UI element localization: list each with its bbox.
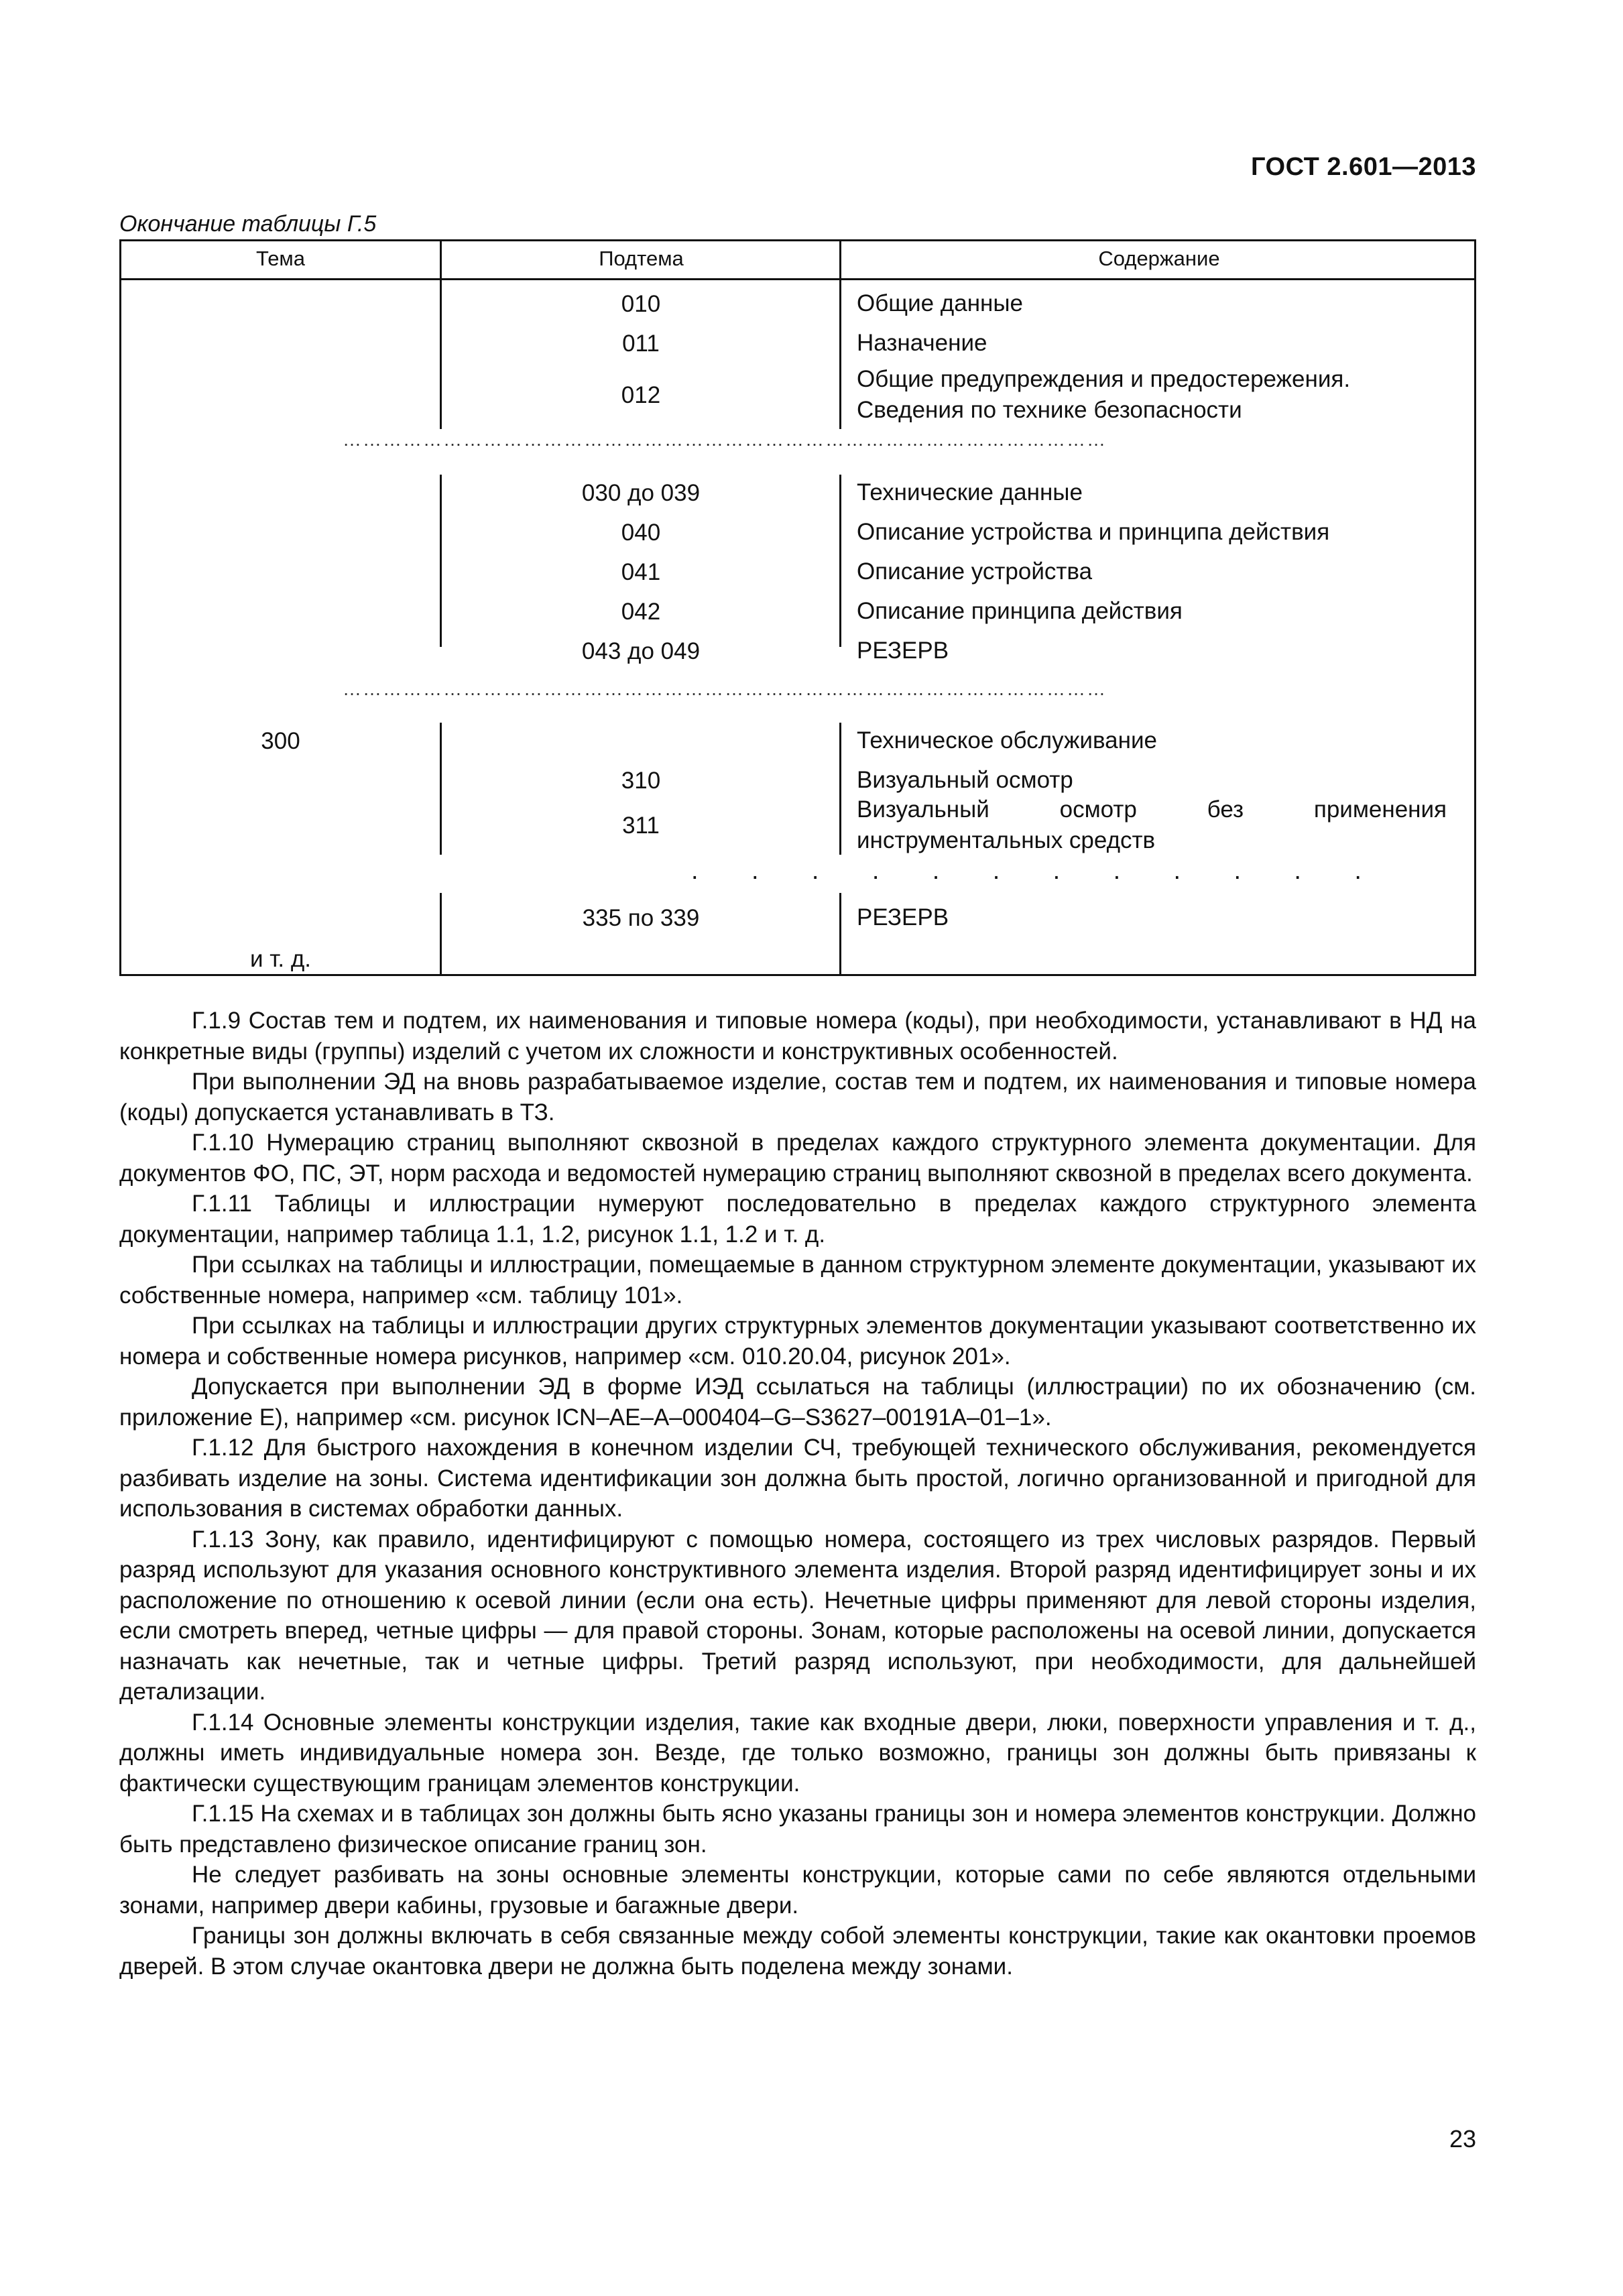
subtheme-code: 310: [621, 768, 661, 794]
paragraph: Г.1.14 Основные элементы конструкции изделия, такие как входные двери, люки, поверхности управления и т. д., должны иметь индивидуальные номера зон. Везде, где только возможно, границы зон должны быть привязаны к фактически существующим границам элементов конструкции.: [119, 1709, 1476, 1797]
column-divider: [440, 241, 442, 278]
theme-code: 300: [261, 728, 300, 754]
body-text: [119, 1006, 1476, 1982]
column-divider: [440, 475, 442, 647]
table: [119, 239, 1476, 976]
page-number: 23: [1449, 2125, 1476, 2153]
table-header-divider: [121, 278, 1474, 280]
content-text: Общие предупреждения и предостережения. Сведения по технике безопасности: [857, 366, 1351, 423]
paragraph: Г.1.10 Нумерацию страниц выполняют сквозной в пределах каждого структурного элемента документации. Для документов ФО, ПС, ЭТ, норм расхода и ведомостей нумерацию страниц выполняют сквозной в пределах всего документа.: [119, 1130, 1476, 1187]
paragraph: Г.1.15 На схемах и в таблицах зон должны быть ясно указаны границы зон и номера элементов конструкции. Должно быть представлено физическое описание границ зон.: [119, 1801, 1476, 1858]
content-text: Описание устройства: [857, 558, 1093, 585]
dotted-separator: ……………………………………………………………………………………………………: [343, 678, 1107, 699]
content-text: Визуальный осмотр без применения инструментальных средств: [857, 796, 1447, 853]
content-text: РЕЗЕРВ: [857, 904, 949, 930]
column-divider: [440, 893, 442, 976]
column-divider: [440, 723, 442, 855]
sparse-dots: . . . . . . . . . . . .: [691, 857, 1362, 885]
column-divider: [839, 241, 841, 278]
paragraph: При выполнении ЭД на вновь разрабатываемое изделие, состав тем и подтем, их наименования и типовые номера (коды) допускается устанавливать в ТЗ.: [119, 1069, 1476, 1126]
subtheme-code: 010: [621, 291, 661, 317]
paragraph: Г.1.9 Состав тем и подтем, их наименования и типовые номера (коды), при необходимости, устанавливают в НД на конкретные виды (группы) изделий с учетом их сложности и конструктивных особенностей.: [119, 1008, 1476, 1065]
dotted-separator: ……………………………………………………………………………………………………: [343, 429, 1107, 450]
subtheme-code: 012: [621, 382, 661, 408]
subtheme-code: 011: [622, 330, 660, 357]
paragraph: Границы зон должны включать в себя связанные между собой элементы конструкции, такие как окантовки проемов дверей. В этом случае окантовка двери не должна быть поделена между зонами.: [119, 1923, 1476, 1980]
column-header-content: Содержание: [1098, 247, 1220, 270]
subtheme-code: 311: [622, 812, 660, 839]
paragraph: При ссылках на таблицы и иллюстрации других структурных элементов документации указывают соответственно их номера и собственные номера рисунков, например «см. 010.20.04, рисунок 201».: [119, 1313, 1476, 1370]
paragraph: Г.1.12 Для быстрого нахождения в конечном изделии СЧ, требующей технического обслуживания, рекомендуется разбивать изделие на зоны. Система идентификации зон должна быть простой, логично организованной и пригодной для использования в системах обработки данных.: [119, 1435, 1476, 1522]
subtheme-code: 335 по 339: [582, 905, 700, 931]
column-header-theme: Тема: [256, 247, 305, 270]
subtheme-code: 041: [621, 559, 661, 585]
content-text: Технические данные: [857, 479, 1083, 505]
paragraph: При ссылках на таблицы и иллюстрации, помещаемые в данном структурном элементе документации, указывают их собственные номера, например «см. таблицу 101».: [119, 1252, 1476, 1309]
paragraph: Не следует разбивать на зоны основные элементы конструкции, которые сами по себе являются отдельными зонами, например двери кабины, грузовые и багажные двери.: [119, 1862, 1476, 1919]
table-caption: Окончание таблицы Г.5: [119, 211, 377, 237]
content-text: РЕЗЕРВ: [857, 638, 949, 664]
content-text: Общие данные: [857, 290, 1023, 316]
standard-designation: ГОСТ 2.601—2013: [1251, 153, 1476, 181]
content-text: Техническое обслуживание: [857, 727, 1157, 753]
column-header-subtheme: Подтема: [599, 247, 684, 270]
content-text: Назначение: [857, 330, 987, 356]
column-divider: [839, 893, 841, 976]
theme-etc: и т. д.: [249, 946, 312, 972]
content-text: Описание принципа действия: [857, 598, 1183, 624]
column-divider: [440, 280, 442, 429]
content-text: Описание устройства и принципа действия: [857, 519, 1330, 545]
subtheme-code: 030 до 039: [581, 480, 701, 506]
content-text: Визуальный осмотр: [857, 767, 1073, 793]
subtheme-code: 040: [621, 520, 661, 546]
paragraph: Допускается при выполнении ЭД в форме ИЭД ссылаться на таблицы (иллюстрации) по их обозначению (см. приложение Е), например «см. рисунок ICN–AE–A–000404–G–S3627–00191A–01–1».: [119, 1374, 1476, 1431]
subtheme-code: 042: [621, 599, 661, 625]
column-divider: [839, 280, 841, 429]
paragraph: Г.1.11 Таблицы и иллюстрации нумеруют последовательно в пределах каждого структурного элемента документации, например таблица 1.1, 1.2, рисунок 1.1, 1.2 и т. д.: [119, 1191, 1476, 1248]
column-divider: [839, 475, 841, 647]
subtheme-code: 043 до 049: [581, 638, 701, 664]
column-divider: [839, 723, 841, 855]
paragraph: Г.1.13 Зону, как правило, идентифицируют с помощью номера, состоящего из трех числовых разрядов. Первый разряд используют для указания основного конструктивного элемента изделия. Второй разряд идентифицирует зоны и их расположение по отношению к осевой линии (если она есть). Нечетные цифры применяют для левой стороны изделия, если смотреть вперед, четные цифры — для правой стороны. Зонам, которые расположены на осевой линии, допускается назначать как нечетные, так и четные цифры. Третий разряд используют, при необходимости, для дальнейшей детализации.: [119, 1526, 1476, 1705]
